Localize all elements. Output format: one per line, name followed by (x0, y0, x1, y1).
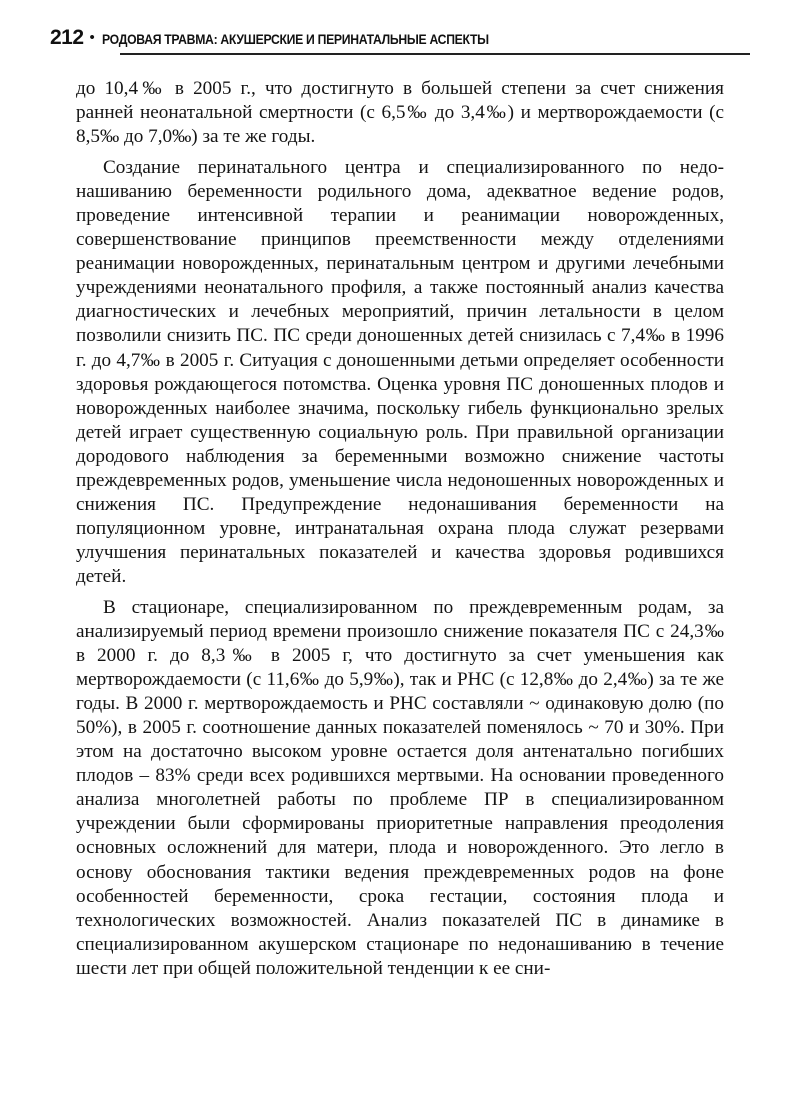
header-bullet: • (89, 29, 95, 46)
header-rule (120, 53, 750, 55)
running-header (50, 26, 750, 52)
body-text (76, 77, 724, 981)
paragraph-2: Создание перинатального центра и специализированного по недонашиванию беременности родильного дома, адекватное ведение родов, проведение интенсивной терапии и реанимации новорожденных, совершенствование принципов преемственности между отделениями реанимации новорожденных, перинатальным центром и другими лечебными учреждениями неонатального профиля, а также постоянный анализ качества диагностических и лечебных мероприятий, причин летальности в целом позволили снизить ПС. ПС среди доношенных детей снизилась с 7,4‰ в 1996 г. до 4,7‰ в 2005 г. Ситуация с доношенными детьми определяет особенности здоровья рождающегося потомства. Оценка уровня ПС доношенных плодов и новорожденных наиболее значима, поскольку гибель функционально зрелых детей играет существенную социальную роль. При правильной организации дородового наблюдения за беременными возможно снижение частоты преждевременных родов, уменьшение числа недоношенных новорожденных и снижения ПС. Предупреждение недонашивания беременности на популяционном уровне, интранатальная охрана плода служат резервами улучшения перинатальных показателей и качества здоровья родившихся детей. (76, 157, 724, 587)
paragraph-1: до 10,4‰ в 2005 г., что достигнуто в большей степени за счет снижения ранней неонатальной смертности (с 6,5‰ до 3,4‰) и мертворождаемости (с 8,5‰ до 7,0‰) за те же годы. (76, 78, 724, 148)
running-title: РОДОВАЯ ТРАВМА: АКУШЕРСКИЕ И ПЕРИНАТАЛЬНЫЕ АСПЕКТЫ (101, 32, 489, 48)
paragraph-3: В стационаре, специализированном по преждевременным родам, за анализируемый период времени произошло снижение показателя ПС с 24,3‰ в 2000 г. до 8,3‰ в 2005 г, что достигнуто за счет уменьшения как мертворождаемости (с 11,6‰ до 5,9‰), так и РНС (с 12,8‰ до 2,4‰) за те же годы. В 2000 г. мертворождаемость и РНС составляли ~ одинаковую долю (по 50%), в 2005 г. соотношение данных показателей поменялось ~ 70 и 30%. При этом на достаточно высоком уровне остается доля антенатально погибших плодов – 83% среди всех родившихся мертвыми. На основании проведенного анализа многолетней работы по проблеме ПР в специализированном учреждении были сформированы приоритетные направления преодоления основных осложнений для матери, плода и новорожденного. Это легло в основу обоснования тактики ведения преждевременных родов на фоне особенностей беременности, срока гестации, состояния плода и технологических возможностей. Анализ показателей ПС в динамике в специализированном акушерском стационаре по недонашиванию в течение шести лет при общей положительной тенденции к ее сни- (76, 596, 724, 979)
page-number: 212 (50, 26, 84, 49)
